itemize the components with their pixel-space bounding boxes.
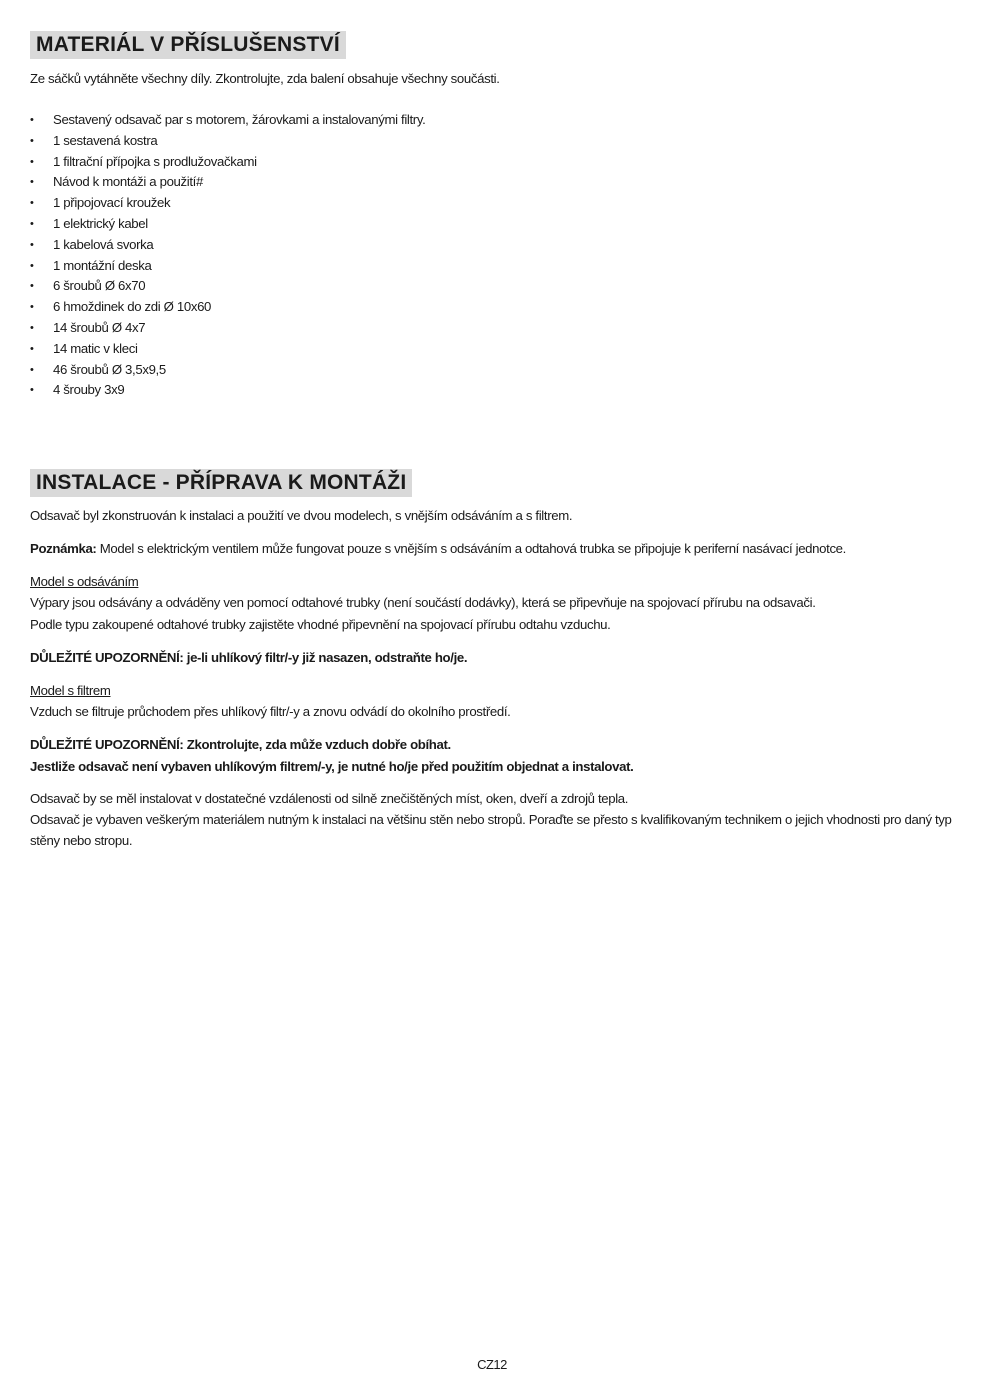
list-item-text: 14 šroubů Ø 4x7 — [53, 319, 146, 335]
bullet-glyph: • — [30, 301, 34, 314]
list-item — [30, 297, 425, 318]
list-item-text: 6 šroubů Ø 6x70 — [53, 278, 146, 294]
list-item-text: 1 montážní deska — [53, 257, 152, 273]
bullet-glyph: • — [30, 384, 34, 397]
model-extraction-title: Model s odsáváním — [30, 574, 139, 589]
model-filter-line-1: Vzduch se filtruje průchodem přes uhlíkový filtr/-y a znovu odvádí do okolního prostředí. — [30, 704, 511, 719]
list-item-text: 1 připojovací kroužek — [53, 195, 171, 211]
list-item — [30, 214, 425, 235]
list-item — [30, 256, 425, 277]
list-item-text: 46 šroubů Ø 3,5x9,5 — [53, 361, 166, 377]
list-item — [30, 235, 425, 256]
page-number: CZ12 — [477, 1357, 507, 1372]
list-item — [30, 110, 425, 131]
section-heading-materials: MATERIÁL V PŘÍSLUŠENSTVÍ — [30, 31, 346, 59]
list-item-text: Návod k montáži a použití# — [53, 174, 203, 190]
bullet-glyph: • — [30, 342, 34, 355]
list-item — [30, 131, 425, 152]
important-warning-2-line-1: DŮLEŽITÉ UPOZORNĚNÍ: Zkontrolujte, zda může vzduch dobře obíhat. — [30, 737, 451, 752]
list-item-text: 1 kabelová svorka — [53, 236, 154, 252]
bullet-glyph: • — [30, 217, 34, 230]
materials-list — [30, 110, 425, 401]
model-filter-title: Model s filtrem — [30, 683, 111, 698]
list-item-text: Sestavený odsavač par s motorem, žárovkami a instalovanými filtry. — [53, 112, 426, 127]
list-item-text: 14 matic v kleci — [53, 340, 138, 356]
list-item — [30, 339, 425, 360]
list-item — [30, 380, 425, 401]
list-item-text: 1 sestavená kostra — [53, 132, 158, 148]
bullet-glyph: • — [30, 155, 34, 168]
bullet-glyph: • — [30, 238, 34, 251]
section-heading-installation: INSTALACE - PŘÍPRAVA K MONTÁŽI — [30, 469, 412, 497]
bullet-glyph: • — [30, 280, 34, 293]
list-item-text: 1 elektrický kabel — [53, 215, 148, 231]
note-label: Poznámka: — [30, 541, 97, 556]
list-item — [30, 318, 425, 339]
materials-intro: Ze sáčků vytáhněte všechny díly. Zkontrolujte, zda balení obsahuje všechny součásti. — [30, 71, 500, 86]
list-item-text: 1 filtrační přípojka s prodlužovačkami — [53, 153, 257, 169]
final-paragraph-line-2: Odsavač je vybaven veškerým materiálem nutným k instalaci na většinu stěn nebo stropů. Poraďte se přesto s kvalifikovaným technikem o jejich vhodnosti pro daný typ stěny nebo stropu. — [30, 812, 952, 848]
final-paragraph-line-1: Odsavač by se měl instalovat v dostatečné vzdálenosti od silně znečištěných míst, oken, dveří a zdrojů tepla. — [30, 791, 629, 806]
installation-intro: Odsavač byl zkonstruován k instalaci a použití ve dvou modelech, s vnějším odsáváním a s filtrem. — [30, 508, 573, 523]
bullet-glyph: • — [30, 176, 34, 189]
list-item-text: 4 šrouby 3x9 — [53, 382, 125, 398]
bullet-glyph: • — [30, 114, 34, 126]
model-extraction-line-1: Výpary jsou odsávány a odváděny ven pomocí odtahové trubky (není součástí dodávky), která se připevňuje na spojovací přírubu na odsavači. — [30, 595, 816, 610]
model-extraction-line-2: Podle typu zakoupené odtahové trubky zajistěte vhodné připevnění na spojovací přírubu odtahu vzduchu. — [30, 617, 611, 632]
bullet-glyph: • — [30, 134, 34, 147]
important-warning-1: DŮLEŽITÉ UPOZORNĚNÍ: je-li uhlíkový filtr/-y již nasazen, odstraňte ho/je. — [30, 650, 468, 665]
important-warning-2-line-2: Jestliže odsavač není vybaven uhlíkovým filtrem/-y, je nutné ho/je před použitím objednat a instalovat. — [30, 759, 634, 774]
bullet-glyph: • — [30, 363, 34, 376]
note-text: Model s elektrickým ventilem může fungovat pouze s vnějším s odsáváním a odtahová trubka se připojuje k periferní nasávací jednotce. — [96, 541, 846, 556]
list-item-text: 6 hmoždinek do zdi Ø 10x60 — [53, 299, 212, 315]
bullet-glyph: • — [30, 321, 34, 334]
list-item — [30, 193, 425, 214]
list-item — [30, 276, 425, 297]
list-item — [30, 360, 425, 381]
note-paragraph — [30, 538, 846, 559]
bullet-glyph: • — [30, 259, 34, 272]
list-item — [30, 152, 425, 173]
list-item — [30, 172, 425, 193]
bullet-glyph: • — [30, 197, 34, 210]
